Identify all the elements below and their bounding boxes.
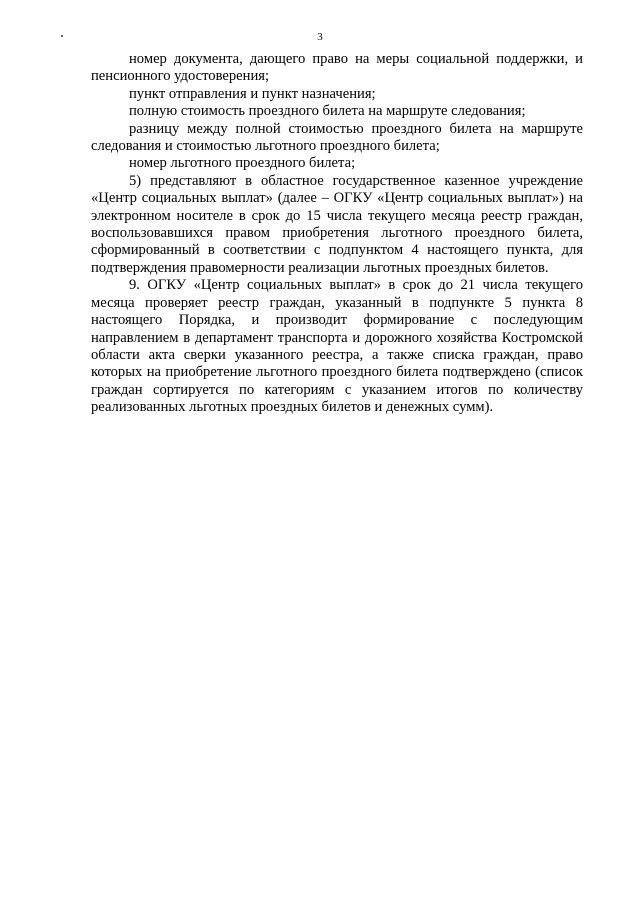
- document-body: [91, 51, 583, 417]
- paragraph-item-9: 9. ОГКУ «Центр социальных выплат» в срок до 21 числа текущего месяца проверяет реестр граждан, указанный в подпункте 5 пункта 8 настоящего Порядка, и производит формирование с последующим направлением в департамент транспорта и дорожного хозяйства Костромской области акта сверки указанного реестра, а также списка граждан, право которых на приобретение льготного проездного билета подтверждено (список граждан сортируется по категориям с указанием итогов по количеству реализованных льготных проездных билетов и денежных сумм).: [91, 277, 583, 416]
- paragraph-full-price: полную стоимость проездного билета на маршруте следования;: [129, 103, 526, 120]
- paragraph-route-points: пункт отправления и пункт назначения;: [129, 85, 376, 102]
- scan-speck: [61, 35, 63, 37]
- paragraph-item-5: 5) представляют в областное государственное казенное учреждение «Центр социальных выплат» (далее – ОГКУ «Центр социальных выплат») на электронном носителе в срок до 15 числа текущего месяца реестр граждан, воспользовавшихся правом приобретения льготного проездного билета, сформированный в соответствии с подпунктом 4 настоящего пункта, для подтверждения правомерности реализации льготных проездных билетов.: [91, 172, 583, 276]
- paragraph-document-number: номер документа, дающего право на меры социальной поддержки, и пенсионного удостоверения;: [91, 51, 583, 85]
- paragraph-ticket-number: номер льготного проездного билета;: [129, 155, 356, 172]
- paragraph-price-difference: разницу между полной стоимостью проездного билета на маршруте следования и стоимостью льготного проездного билета;: [91, 120, 583, 155]
- page-number: 3: [317, 31, 323, 43]
